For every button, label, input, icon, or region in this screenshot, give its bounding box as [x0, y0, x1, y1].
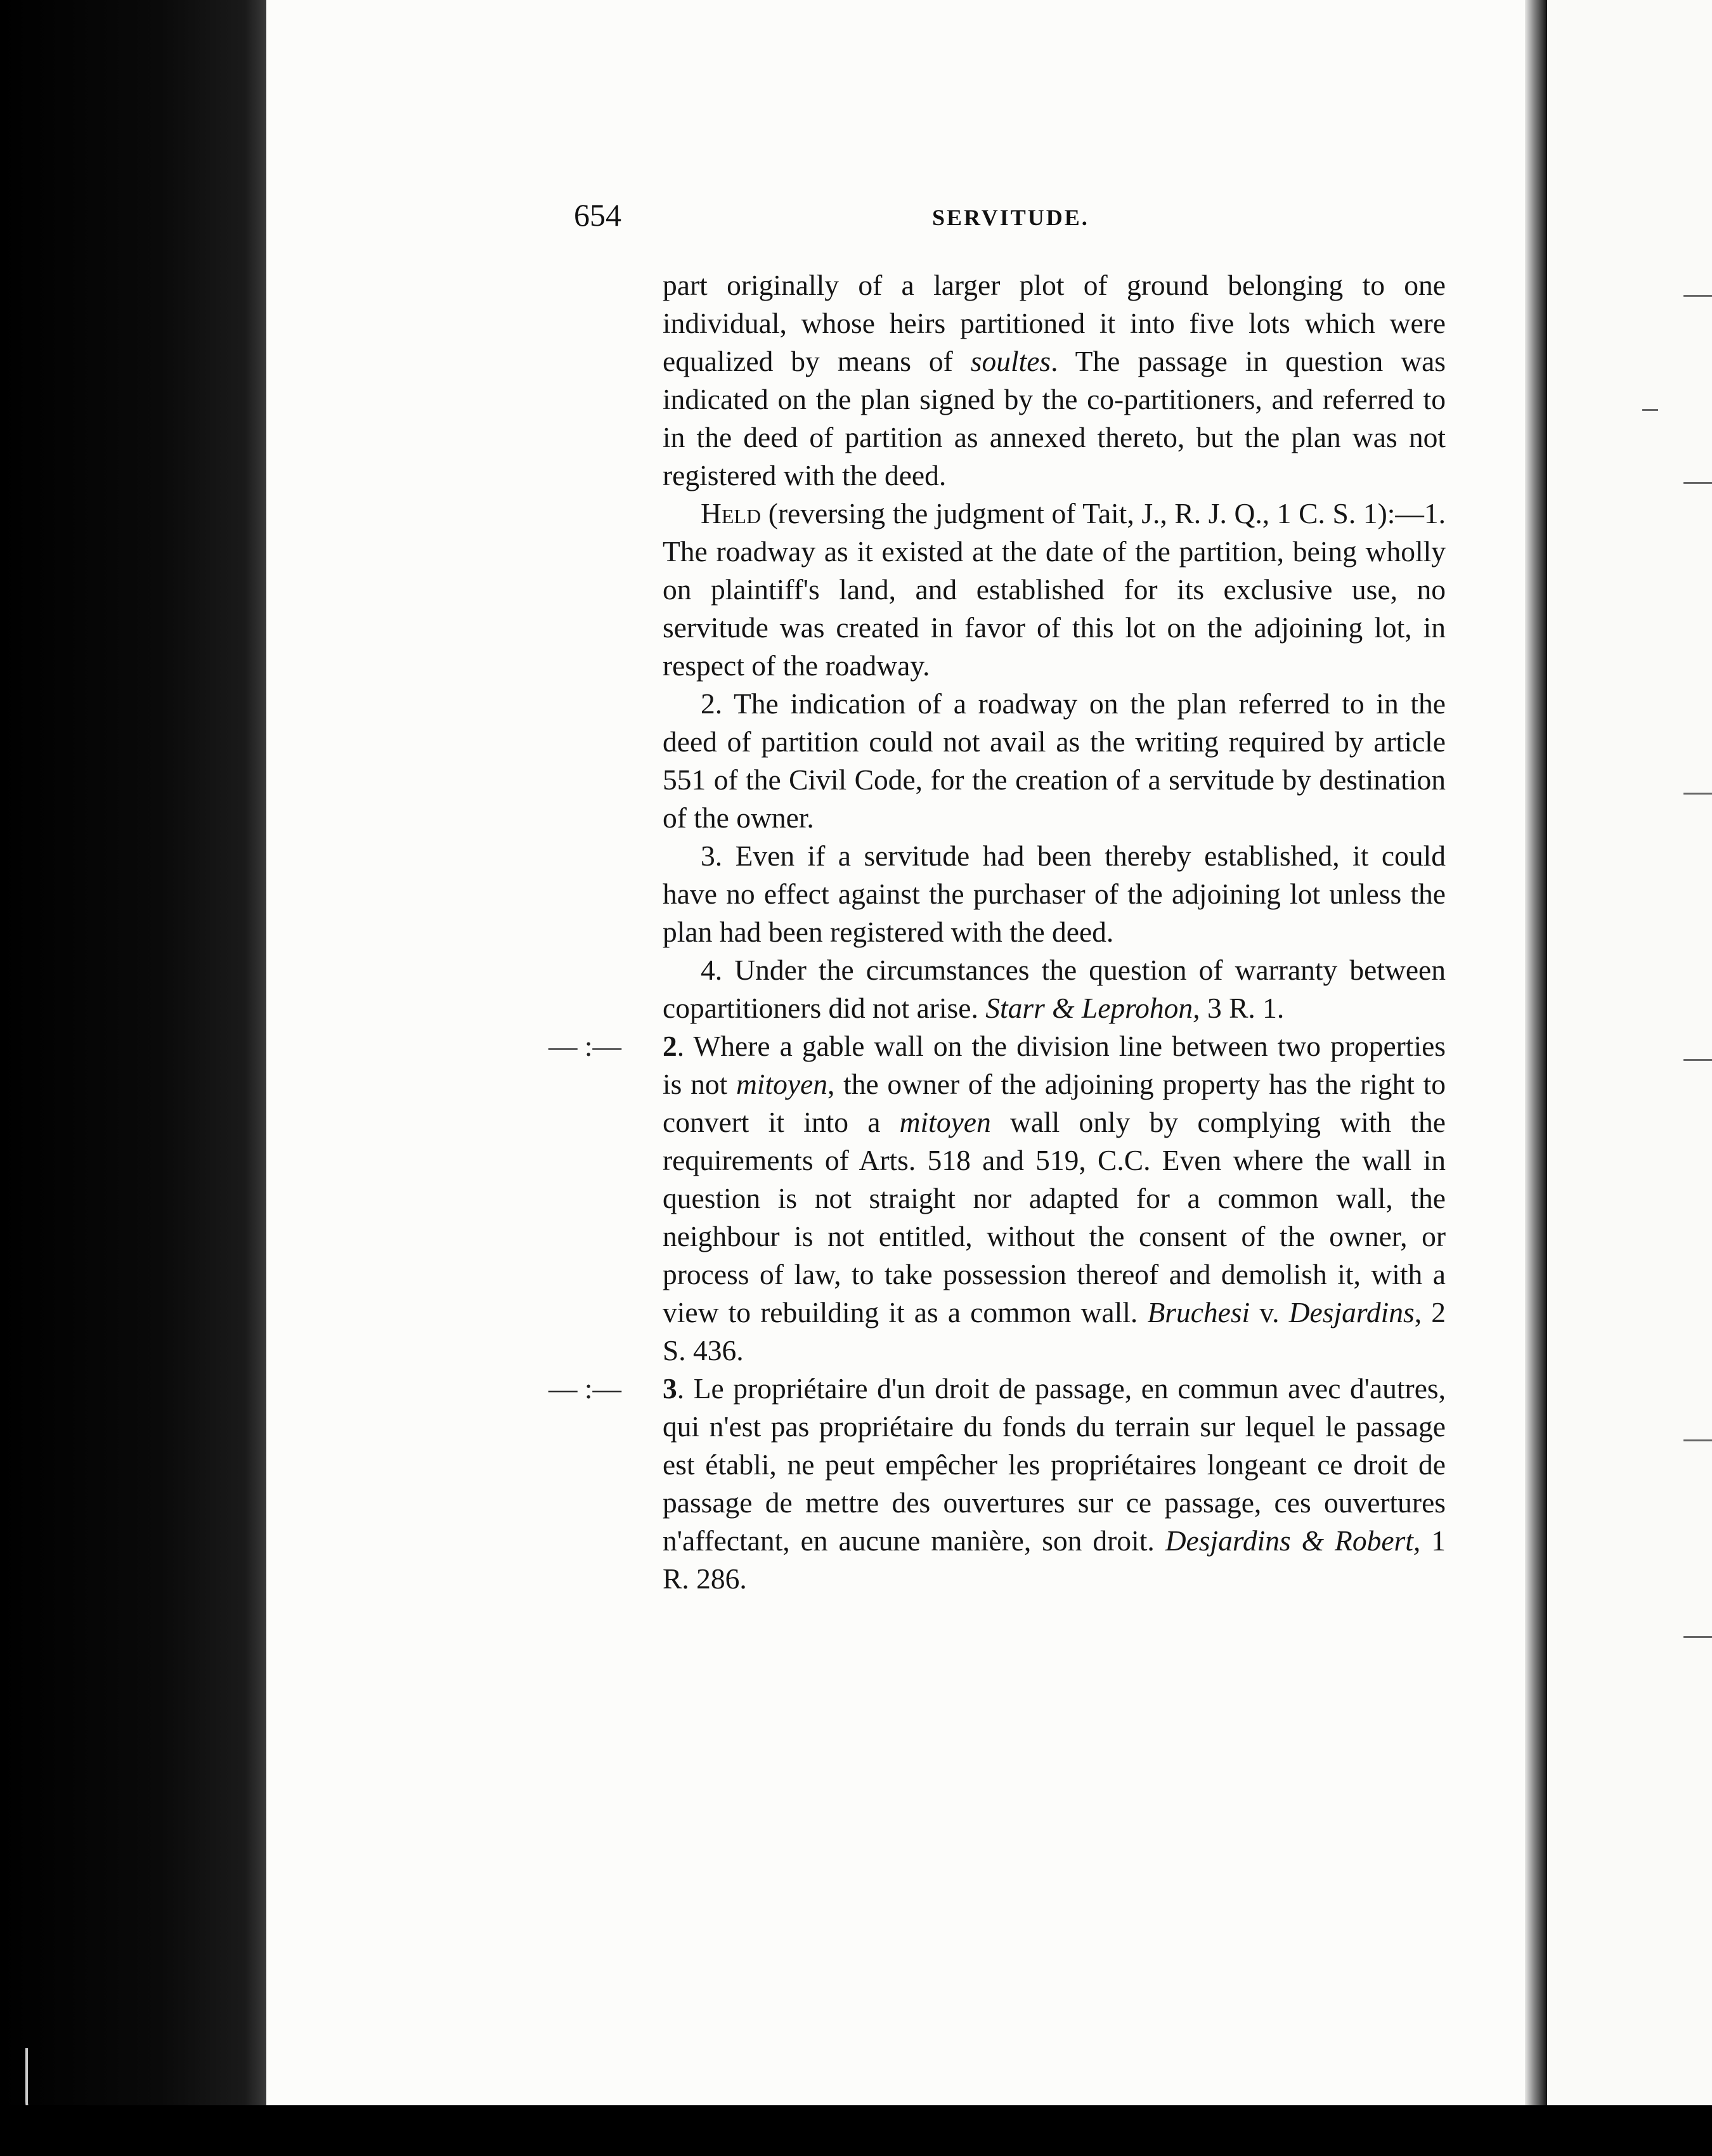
running-head: SERVITUDE. [932, 205, 1089, 230]
case-citation: Desjardins [1288, 1296, 1415, 1328]
margin-mark [1683, 482, 1712, 484]
case-citation: Starr & Leprohon, [985, 992, 1200, 1024]
digest-entry-3: — :— 3. Le propriétaire d'un droit de passage, en commun avec d'autres, qui n'est pas propriétaire du fonds du terrain sur lequel le passage est établi, ne peut empêcher les propriétaires longeant ce droit de passage de mettre des ouvertures sur ce passage, ces ouvertures n'affectant, en aucune manière, son droit. Desjardins & Robert, 1 R. 286. [663, 1370, 1446, 1598]
holding-2: 2. The indication of a roadway on the plan referred to in the deed of partition could not avail as the writing required by article 551 of the Civil Code, for the creation of a servitude by destination of the owner. [663, 687, 1446, 834]
italic-term: soultes [970, 345, 1051, 377]
case-citation: Desjardins & Robert, [1165, 1524, 1421, 1557]
page-body [548, 266, 1446, 1598]
margin-mark [1683, 1059, 1712, 1061]
bottom-scan-edge [0, 2105, 1712, 2156]
adjacent-page-edge [1547, 0, 1712, 2105]
margin-mark [1683, 793, 1712, 795]
margin-mark [1683, 1636, 1712, 1638]
margin-mark [1683, 1439, 1712, 1441]
left-binding-shadow [0, 0, 266, 2156]
page-number: 654 [574, 197, 621, 233]
entry-marker: — :— [548, 1030, 622, 1062]
entry-marker: — :— [548, 1372, 622, 1405]
held-paragraph: Held (reversing the judgment of Tait, J., R. J. Q., 1 C. S. 1):—1. The roadway as it existed at the date of the partition, being wholly on plaintiff's land, and established for its exclusive use, no servitude was created in favor of this lot on the adjoining lot, in respect of the roadway. [663, 497, 1446, 682]
entry-number: 3 [663, 1372, 677, 1405]
holding-3: 3. Even if a servitude had been thereby established, it could have no effect against the purchaser of the adjoining lot unless the plan had been registered with the deed. [663, 840, 1446, 948]
held-label: Held [701, 497, 762, 529]
margin-mark [1683, 295, 1712, 297]
digest-entry-2: — :— 2. Where a gable wall on the division line between two properties is not mitoyen, the owner of the adjoining property has the right to convert it into a mitoyen wall only by complying with the requirements of Arts. 518 and 519, C.C. Even where the wall in question is not straight nor adapted for a common wall, the neighbour is not entitled, without the consent of the owner, or process of law, to take possession thereof and demolish it, with a view to rebuilding it as a common wall. Bruchesi v. Desjardins, 2 S. 436. [663, 1027, 1446, 1370]
continued-paragraph: part originally of a larger plot of ground belonging to one individual, whose heirs partitioned it into five lots which were equalized by means of soultes. The passage in question was indicated on the plan signed by the co-partitioners, and referred to in the deed of partition as annexed thereto, but the plan was not registered with the deed. [663, 269, 1446, 491]
entry-number: 2 [663, 1030, 677, 1062]
right-page-gutter [1525, 0, 1547, 2105]
case-citation: Bruchesi [1147, 1296, 1250, 1328]
holding-4: 4. Under the circumstances the question of warranty between copartitioners did not arise. Starr & Leprohon, 3 R. 1. [663, 954, 1446, 1024]
margin-mark [1642, 409, 1658, 411]
